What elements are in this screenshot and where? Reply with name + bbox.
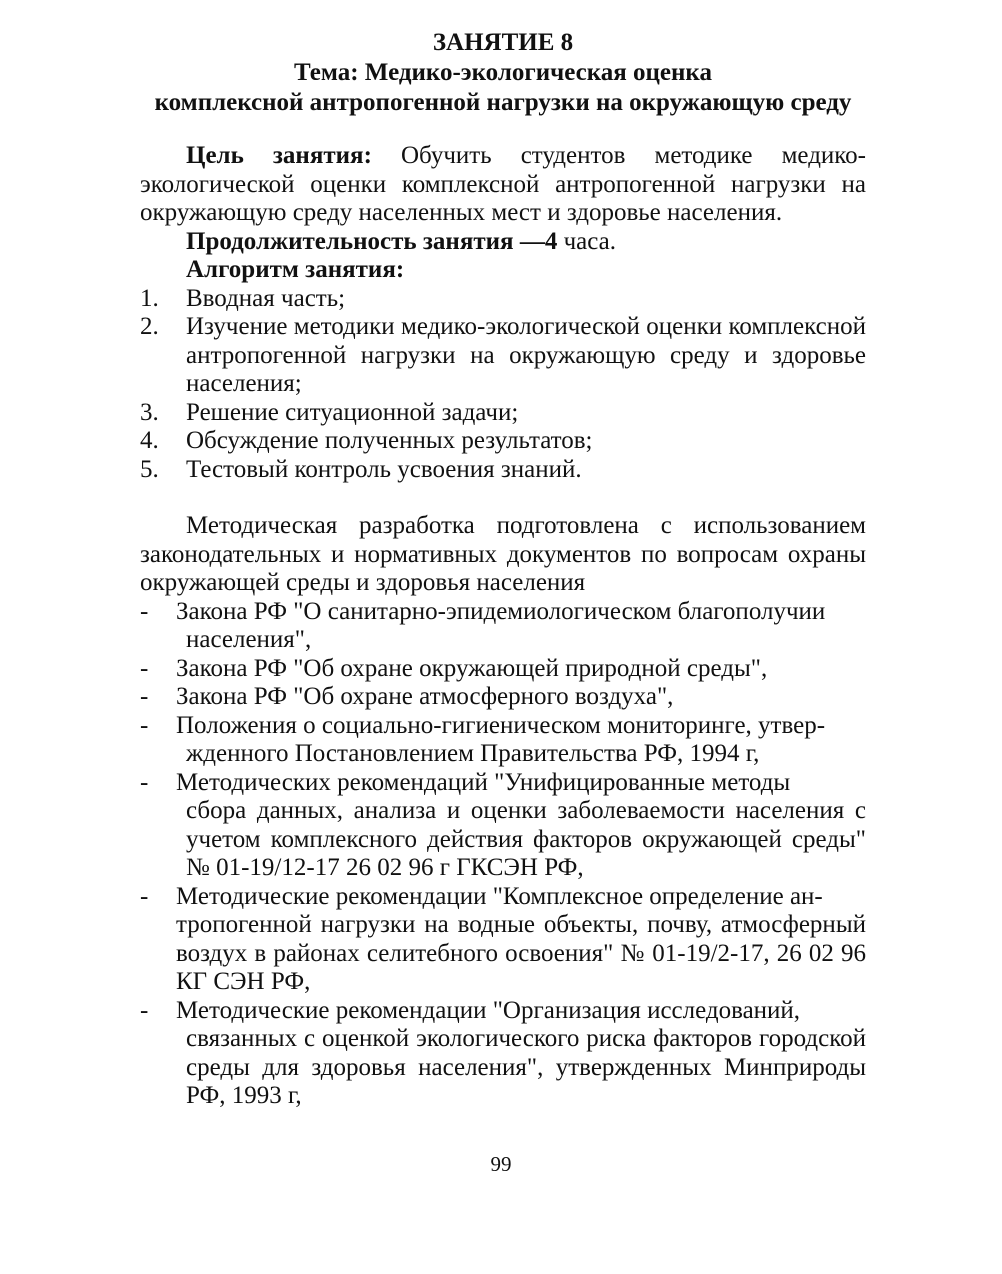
item-text: Вводная часть;	[186, 284, 346, 312]
topic-line-1: Тема: Медико-экологическая оценка	[294, 59, 712, 86]
list-item: - Закона РФ "Об охране атмосферного воздуха",	[140, 683, 674, 710]
list-item: - Закона РФ "Об охране окружающей природной среды",	[140, 654, 768, 682]
doc-first-line: Положения о социально-гигиеническом мониторинге, утвер-	[176, 711, 826, 739]
duration-label: Продолжительность занятия —4	[186, 227, 558, 255]
duration-line	[140, 228, 866, 257]
item-number: 5.	[140, 455, 159, 483]
item-number: 2.	[140, 313, 159, 340]
goal-label: Цель занятия:	[186, 142, 372, 169]
doc-first-line: Закона РФ "О санитарно-эпидемиологическом благополучии	[176, 597, 826, 625]
algorithm-list	[140, 285, 866, 485]
goal-text: Обучить студентов методике медико-экологической оценки комплексной антропогенной нагрузки на окружающую среду населенных мест и здоровье населения.	[140, 142, 866, 226]
item-text: Изучение методики медико-экологической оценки комплексной антропогенной нагрузки на окружающую среду и здоровье населения;	[186, 313, 866, 397]
doc-first-line: Методические рекомендации "Комплексное определение ан-	[176, 882, 823, 910]
goal-paragraph	[140, 142, 866, 228]
intro-paragraph: Методическая разработка подготовлена с использованием законодательных и нормативных документов по вопросам охраны окружающей среды и здоровья населения	[140, 512, 866, 596]
list-item	[140, 313, 866, 399]
doc-continuation: населения",	[186, 626, 312, 653]
topic-line-2: комплексной антропогенной нагрузки на окружающую среду	[154, 89, 852, 116]
doc-continuation: жденного Постановлением Правительства РФ, 1994 г,	[186, 740, 760, 767]
doc-first-line: Методические рекомендации "Организация исследований,	[176, 996, 801, 1024]
item-text: Обсуждение полученных результатов;	[186, 427, 593, 454]
list-item	[140, 285, 866, 314]
item-number: 1.	[140, 284, 159, 312]
item-text: Решение ситуационной задачи;	[186, 398, 519, 426]
doc-first-line: Закона РФ "Об охране атмосферного воздуха",	[176, 683, 674, 710]
documents-list	[140, 598, 866, 1111]
list-item: - Методических рекомендаций "Унифицированные методы сбора данных, анализа и оценки заболеваемости населения с учетом комплексного действия факторов окружающей среды" № 01-19/12-17 26 02 96 г ГКСЭН РФ,	[140, 768, 866, 881]
spacer	[140, 484, 866, 512]
algorithm-label: Алгоритм занятия:	[186, 256, 405, 283]
item-text: Тестовый контроль усвоения знаний.	[186, 455, 582, 483]
list-item: - Методические рекомендации "Организация исследований, связанных с оценкой экологического риска факторов городской среды для здоровья населения", утвержденных Минприроды РФ, 1993 г,	[140, 996, 866, 1109]
list-item	[140, 399, 866, 428]
lesson-title: ЗАНЯТИЕ 8	[432, 29, 574, 56]
document-page	[140, 28, 866, 1111]
list-item: - Положения о социально-гигиеническом мониторинге, утвер- жденного Постановлением Правительства РФ, 1994 г,	[140, 712, 866, 769]
list-item	[140, 427, 866, 456]
doc-first-line: Закона РФ "Об охране окружающей природной среды",	[176, 654, 768, 682]
doc-continuation: связанных с оценкой экологического риска факторов городской среды для здоровья населения", утвержденных Минприроды РФ, 1993 г,	[186, 1025, 866, 1109]
doc-continuation: сбора данных, анализа и оценки заболеваемости населения с учетом комплексного действия факторов окружающей среды" № 01-19/12-17 26 02 96 г ГКСЭН РФ,	[186, 797, 866, 881]
page-number: 99	[490, 1152, 512, 1176]
item-number: 4.	[140, 427, 159, 454]
list-item: - Закона РФ "О санитарно-эпидемиологическом благополучии населения",	[140, 598, 866, 655]
item-number: 3.	[140, 398, 159, 426]
duration-text: часа.	[557, 227, 616, 255]
list-item: - Методические рекомендации "Комплексное определение ан- тропогенной нагрузки на водные объекты, почву, атмосферный воздух в районах селитебного освоения" № 01-19/2-17, 26 02 96 КГ СЭН РФ,	[140, 882, 866, 995]
list-item	[140, 456, 866, 485]
doc-first-line: Методических рекомендаций "Унифицированные методы	[176, 768, 791, 796]
doc-continuation: тропогенной нагрузки на водные объекты, почву, атмосферный воздух в районах селитебного освоения" № 01-19/2-17, 26 02 96 КГ СЭН РФ,	[176, 911, 866, 995]
